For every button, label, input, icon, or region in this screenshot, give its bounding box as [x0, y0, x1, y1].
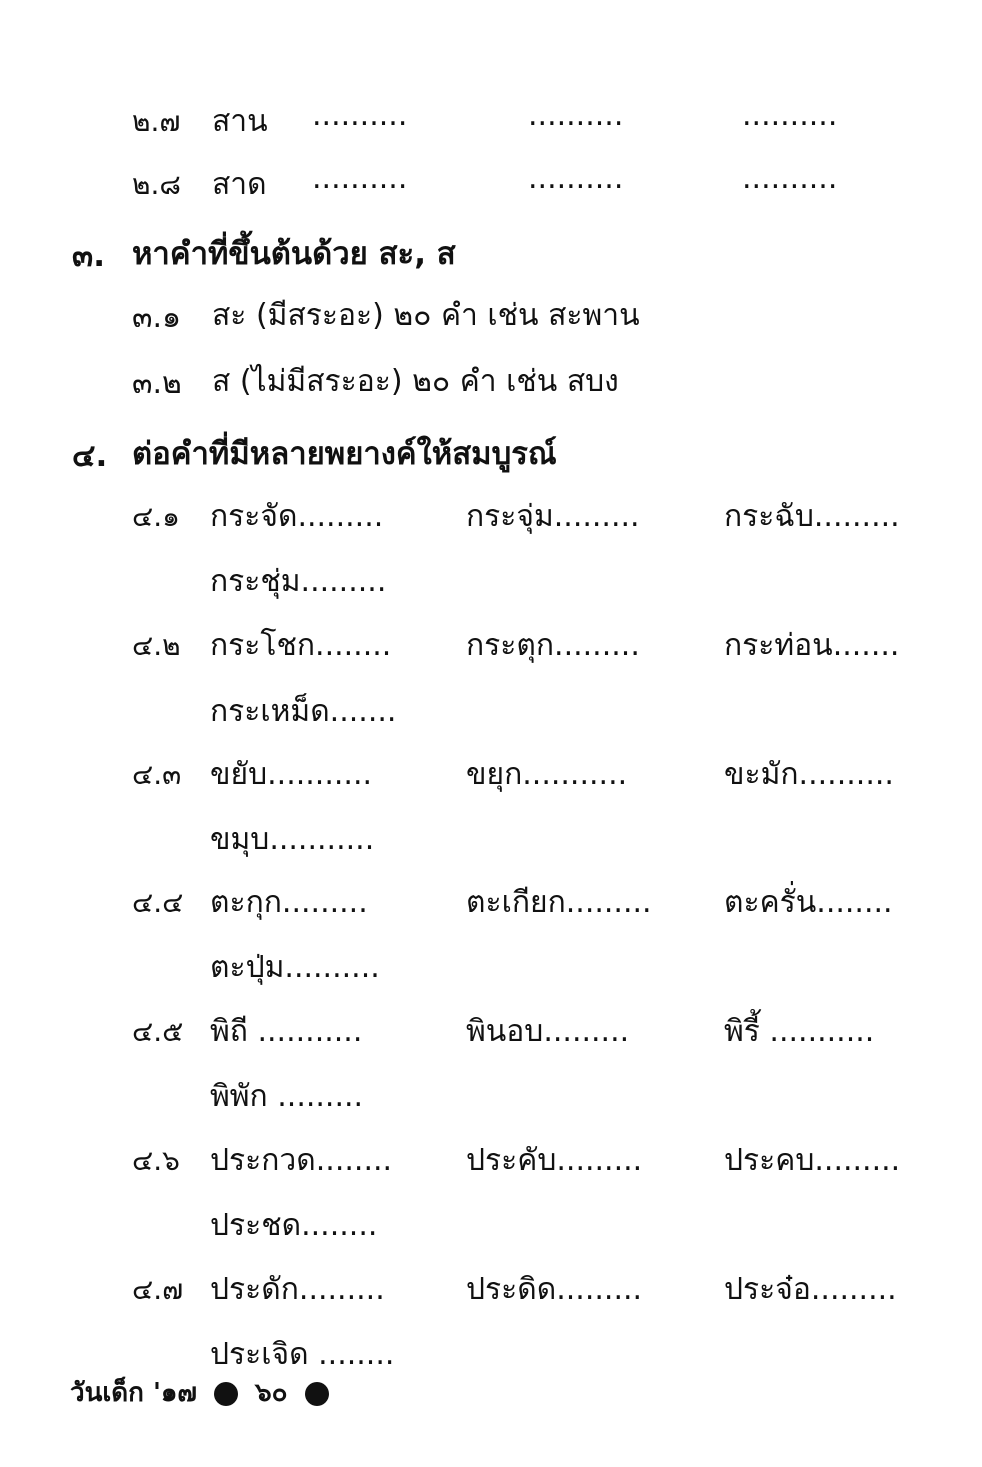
- blank-line: ..........: [528, 161, 624, 196]
- item-number: ๓.๒: [132, 366, 182, 401]
- section-title: หาคำที่ขึ้นต้นด้วย สะ, ส: [132, 236, 456, 272]
- blank-line: ..........: [742, 98, 838, 133]
- word-blank: ประดัก.........: [210, 1272, 385, 1307]
- word-blank: ประกวด........: [210, 1143, 393, 1178]
- blank-line: ..........: [312, 98, 408, 133]
- bullet-icon: [305, 1382, 329, 1406]
- word-blank: กระจัด.........: [210, 499, 384, 534]
- item-number: ๔.๕: [132, 1015, 184, 1048]
- item-number: ๔.๑: [132, 500, 180, 533]
- word-blank: กระเหม็ด.......: [210, 694, 397, 729]
- word-blank: ประจ๋อ.........: [724, 1272, 897, 1307]
- word-blank: ตะกุก.........: [210, 885, 368, 920]
- word-blank: พิพัก .........: [210, 1079, 364, 1114]
- word-blank: กระจุ่ม.........: [466, 499, 640, 534]
- blank-line: ..........: [312, 161, 408, 196]
- word-blank: ตะครั่น........: [724, 885, 893, 920]
- item-number: ๔.๗: [132, 1273, 184, 1306]
- word-blank: ประคบ.........: [724, 1143, 901, 1178]
- item-number: ๓.๑: [132, 300, 182, 335]
- item-number: ๔.๔: [132, 886, 184, 919]
- word-blank: ประเจิด ........: [210, 1337, 395, 1372]
- section-number: ๔.: [72, 438, 108, 474]
- blank-line: ..........: [742, 161, 838, 196]
- footer-label: วันเด็ก '๑๗: [70, 1378, 197, 1408]
- word-blank: ตะปุ่ม..........: [210, 950, 380, 985]
- item-number: ๔.๖: [132, 1144, 180, 1177]
- word-blank: ประดิด.........: [466, 1272, 643, 1307]
- word-blank: พินอบ.........: [466, 1014, 630, 1049]
- word-blank: กระชุ่ม.........: [210, 564, 387, 599]
- bullet-icon: [214, 1382, 238, 1406]
- word-blank: ประชด........: [210, 1208, 378, 1243]
- item-number: ๔.๓: [132, 758, 182, 791]
- word-blank: ขยุก...........: [466, 757, 628, 792]
- word-blank: ตะเกียก.........: [466, 885, 652, 920]
- item-number: ๔.๒: [132, 629, 181, 662]
- item-word: สาน: [212, 104, 268, 139]
- page-footer: [70, 1372, 337, 1413]
- item-word: สาด: [212, 167, 267, 202]
- instruction-text: ส (ไม่มีสระอะ) ๒๐ คำ เช่น สบง: [212, 364, 619, 399]
- word-blank: พิถี ...........: [210, 1014, 363, 1049]
- instruction-text: สะ (มีสระอะ) ๒๐ คำ เช่น สะพาน: [212, 298, 640, 333]
- section-title: ต่อคำที่มีหลายพยางค์ให้สมบูรณ์: [132, 436, 557, 472]
- word-blank: ขะมัก..........: [724, 757, 894, 792]
- word-blank: พิรี้ ...........: [724, 1014, 875, 1049]
- word-blank: กระฉับ.........: [724, 499, 900, 534]
- page-number: ๖๐: [255, 1378, 288, 1408]
- item-number: ๒.๗: [132, 105, 181, 138]
- word-blank: กระตุก.........: [466, 628, 640, 663]
- item-number: ๒.๘: [132, 168, 181, 201]
- word-blank: ประคับ.........: [466, 1143, 643, 1178]
- word-blank: กระโชก........: [210, 628, 392, 663]
- blank-line: ..........: [528, 98, 624, 133]
- section-number: ๓.: [72, 238, 105, 274]
- word-blank: กระท่อน.......: [724, 628, 900, 663]
- word-blank: ขมุบ...........: [210, 822, 375, 857]
- word-blank: ขยับ...........: [210, 757, 373, 792]
